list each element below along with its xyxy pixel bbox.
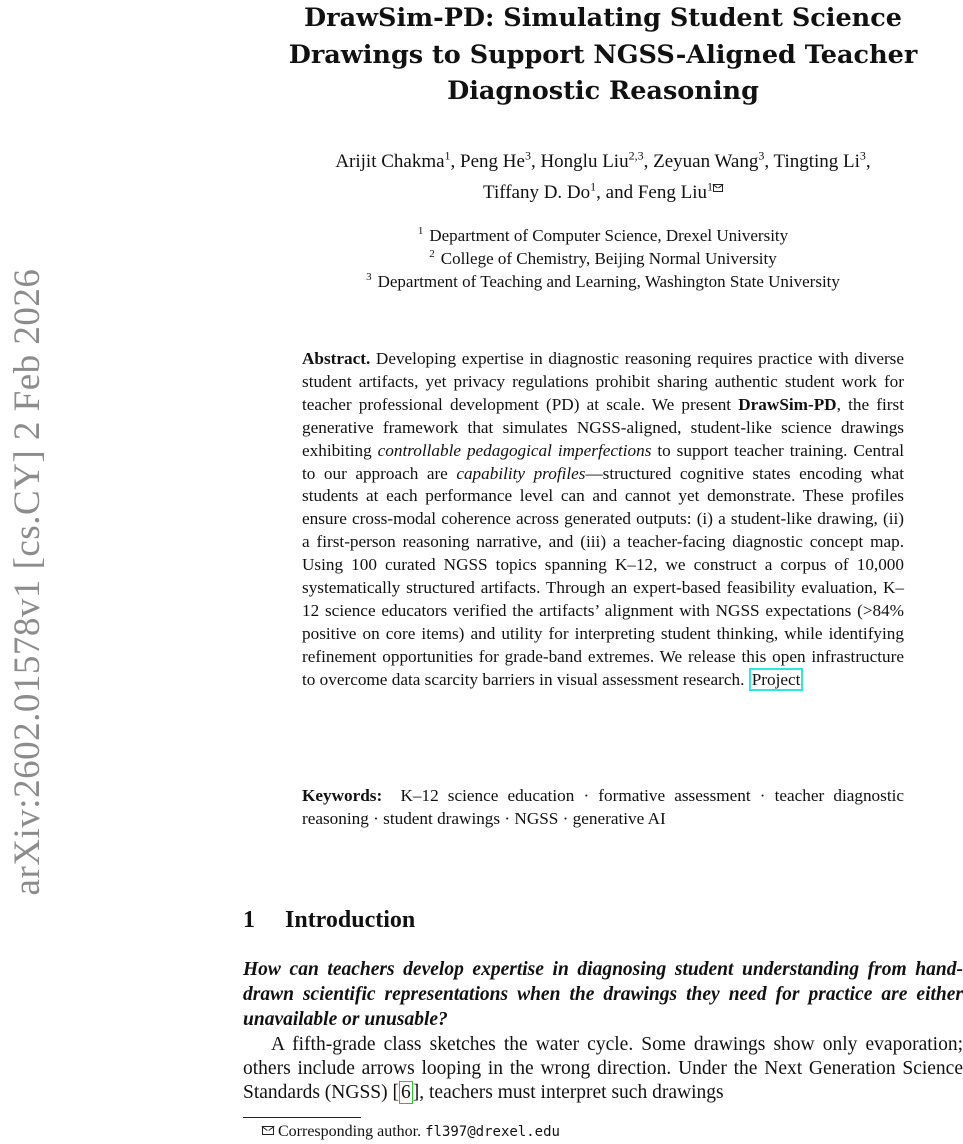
author-affiliation-mark: 3 <box>524 148 531 163</box>
affiliation-list <box>262 224 944 293</box>
affiliation-item: $^3$ Department of Teaching and Learning, Washington State University <box>366 271 840 291</box>
affiliation-item: $^1$ Department of Computer Science, Drexel University <box>417 225 789 245</box>
author-affiliation-mark: 3 <box>758 148 765 163</box>
framework-name: DrawSim-PD <box>738 394 837 414</box>
author-affiliation-mark: 1 <box>590 179 597 194</box>
author-list <box>255 146 951 208</box>
envelope-icon <box>713 184 723 192</box>
footnote: Corresponding author. fl397@drexel.edu <box>262 1121 862 1143</box>
envelope-icon <box>262 1126 274 1135</box>
author-name: Feng Liu <box>637 182 707 203</box>
title-line-2: Drawings to Support NGSS-Aligned Teacher <box>288 39 918 70</box>
section-title: Introduction <box>285 907 416 933</box>
author-name: Zeyuan Wang <box>653 151 759 172</box>
author-affiliation-mark: 1 <box>706 179 713 194</box>
author-line-1: Arijit Chakma$^1$, Peng He$^3$, Honglu Liu$^{2,3}$, Zeyuan Wang$^3$, Tingting Li$^3$, <box>335 148 871 172</box>
footnote-divider <box>243 1117 361 1118</box>
title-line-3: Diagnostic Reasoning <box>447 76 759 106</box>
title-line-1: DrawSim-PD: Simulating Student Science <box>304 3 902 33</box>
section-number: 1 <box>243 907 255 933</box>
abstract-label: Abstract. <box>302 349 371 368</box>
abstract: Abstract. Developing expertise in diagnostic reasoning requires practice with diverse student artifacts, yet privacy regulations prohibit sharing authentic student work for teacher professional development (PD) at scale. We present DrawSim-PD, the first generative framework that simulates NGSS-aligned, student-like science drawings exhibiting controllable pedagogical imperfections to support teacher training. Central to our approach are capability profiles—structured cognitive states encoding what students at each performance level can and cannot yet demonstrate. These profiles ensure cross-modal coherence across generated outputs: (i) a student-like drawing, (ii) a first-person reasoning narrative, and (iii) a teacher-facing diagnostic concept map. Using 100 curated NGSS topics spanning K–12, we construct a corpus of 10,000 systematically structured artifacts. Through an expert-based feasibility evaluation, K–12 science educators verified the artifacts’ alignment with NGSS expectations (>84% positive on core items) and utility for interpreting student thinking, while identifying refinement opportunities for grade-band extremes. We release this open infrastructure to overcome data scarcity barriers in visual assessment research. Project <box>302 349 905 689</box>
section-heading <box>243 904 943 936</box>
citation-link[interactable]: 6 <box>401 1082 411 1103</box>
author-line-2: Tiffany D. Do$^1$, and Feng Liu$^1$ <box>255 177 951 208</box>
keywords-label: Keywords: <box>302 786 383 805</box>
author-name: Tiffany D. Do <box>483 182 591 203</box>
paper-title <box>262 0 944 110</box>
author-affiliation-mark: 2,3 <box>628 148 644 163</box>
author-name: Tingting Li <box>773 151 860 172</box>
author-affiliation-mark: 3 <box>859 148 866 163</box>
intro-paragraph: A fifth-grade class sketches the water cycle. Some drawings show only evaporation; others include arrows looping in the wrong direction. Under the Next Generation Science Standards (NGSS) [ 6 ], teachers must interpret such drawings <box>243 1034 963 1103</box>
research-question: How can teachers develop expertise in diagnosing student understanding from hand-drawn scientific representations when the drawings they need for practice are either unavailable or unusable? <box>243 959 963 1030</box>
keywords-text: K–12 science education · formative assessment · teacher diagnostic reasoning · student drawings · NGSS · generative AI <box>302 786 904 828</box>
corresponding-email[interactable]: fl397@drexel.edu <box>425 1124 560 1140</box>
author-name: Peng He <box>460 151 525 172</box>
affiliation-item: $^2$ College of Chemistry, Beijing Normal University <box>429 248 777 268</box>
project-link[interactable]: Project <box>749 668 804 691</box>
keywords <box>302 785 904 831</box>
author-affiliation-mark: 1 <box>444 148 451 163</box>
author-name: Arijit Chakma <box>335 151 445 172</box>
author-name: Honglu Liu <box>540 151 629 172</box>
arxiv-sidebar-id: arXiv:2602.01578v1 [cs.CY] 2 Feb 2026 <box>7 268 48 896</box>
